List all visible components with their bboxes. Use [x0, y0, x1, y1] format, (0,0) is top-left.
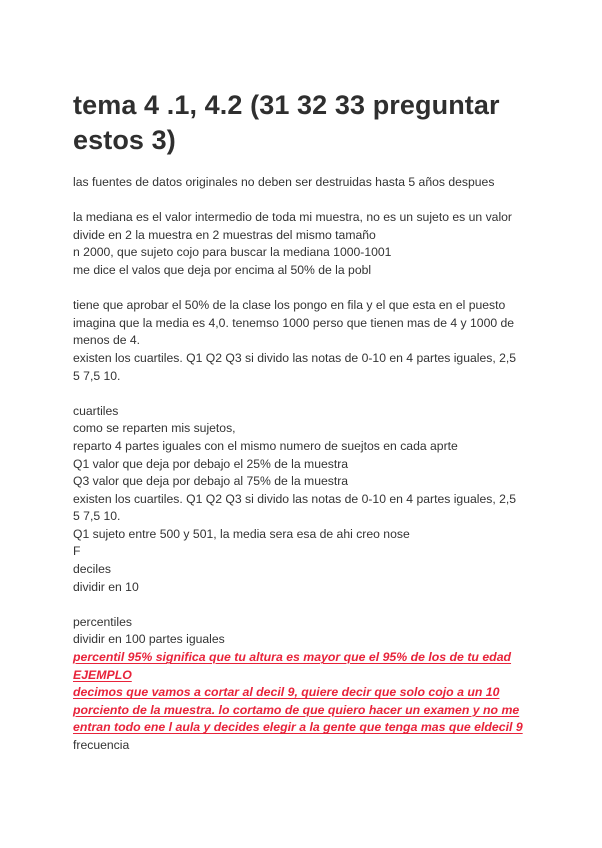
text-line: reparto 4 partes iguales con el mismo numero de suejtos en cada aprte — [73, 438, 458, 453]
document-title: tema 4 .1, 4.2 (31 32 33 preguntar estos 3) — [73, 90, 500, 155]
text-line: deciles — [73, 562, 111, 577]
text-line: cuartiles — [73, 403, 119, 418]
text-line: Q1 sujeto entre 500 y 501, la media sera esa de ahi creo nose — [73, 526, 410, 541]
document-page — [73, 88, 543, 755]
highlight-line: EJEMPLO — [73, 667, 132, 682]
blank-line — [73, 385, 543, 403]
text-line: existen los cuartiles. Q1 Q2 Q3 si divido las notas de 0-10 en 4 partes iguales, 2,5 — [73, 491, 517, 506]
text-line: divide en 2 la muestra en 2 muestras del mismo tamaño — [73, 227, 376, 242]
highlight-line: entran todo ene l aula y decides elegir a la gente que tenga mas que eldecil 9 — [73, 720, 523, 735]
text-line: las fuentes de datos originales no deben ser destruidas hasta 5 años despues — [73, 175, 495, 189]
text-line: existen los cuartiles. Q1 Q2 Q3 si divido las notas de 0-10 en 4 partes iguales, 2,5 — [73, 350, 517, 365]
text-line: frecuencia — [73, 738, 130, 752]
text-line: imagina que la media es 4,0. tenemso 1000 perso que tienen mas de 4 y 1000 de — [73, 315, 515, 330]
text-line: percentiles — [73, 614, 132, 629]
text-line: n 2000, que sujeto cojo para buscar la mediana 1000-1001 — [73, 245, 392, 260]
highlight-line: decimos que vamos a cortar al decil 9, quiere decir que solo cojo a un 10 — [73, 685, 500, 700]
text-line: menos de 4. — [73, 333, 141, 348]
text-line: F — [73, 544, 81, 559]
highlight-line: percentil 95% significa que tu altura es mayor que el 95% de los de tu edad — [73, 650, 512, 665]
text-line: Q3 valor que deja por debajo al 75% de la muestra — [73, 474, 349, 489]
highlight-line: porciento de la muestra. lo cortamo de que quiero hacer un examen y no me — [73, 702, 520, 717]
text-line: dividir en 100 partes iguales — [73, 632, 225, 647]
blank-line — [73, 280, 543, 298]
text-line: la mediana es el valor intermedio de toda mi muestra, no es un sujeto es un valor — [73, 210, 512, 225]
text-line: 5 7,5 10. — [73, 509, 121, 524]
text-line: Q1 valor que deja por debajo el 25% de la muestra — [73, 456, 349, 471]
text-line: me dice el valos que deja por encima al 50% de la pobl — [73, 262, 372, 277]
text-line: 5 7,5 10. — [73, 368, 121, 383]
blank-line — [73, 596, 543, 614]
blank-line — [73, 192, 543, 210]
text-line: dividir en 10 — [73, 579, 139, 594]
text-line: tiene que aprobar el 50% de la clase los pongo en fila y el que esta en el puesto — [73, 298, 506, 313]
text-line: como se reparten mis sujetos, — [73, 421, 236, 436]
